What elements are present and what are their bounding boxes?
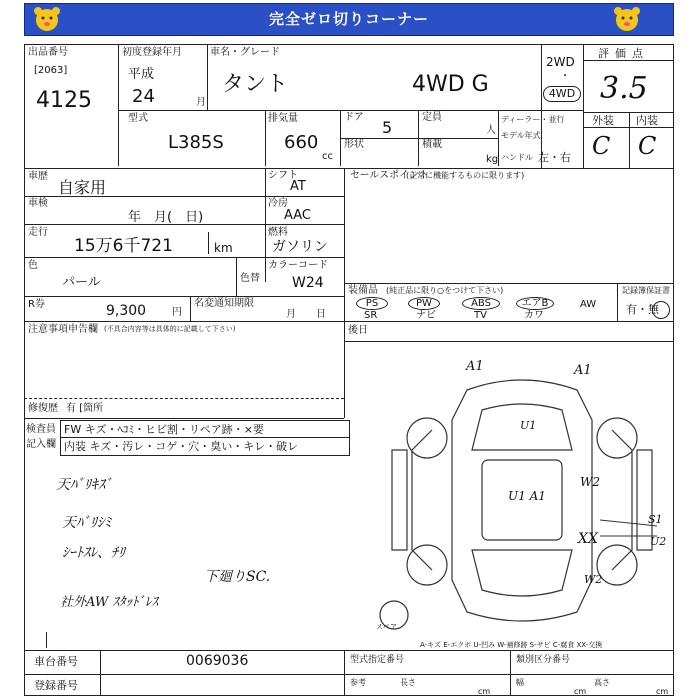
width-label: 幅	[516, 678, 524, 687]
lot-code: [2063]	[34, 65, 68, 76]
shape-label: 形状	[344, 139, 364, 150]
color-value: パール	[62, 275, 101, 290]
inspect-value: 年 月( 日)	[128, 210, 204, 225]
warranty-value: 有・無	[626, 303, 659, 316]
cap-label: 定員	[422, 112, 442, 123]
load-label: 積載	[422, 139, 442, 150]
rear-label: 後日	[348, 325, 368, 336]
int-score: C	[638, 132, 657, 160]
equip-pw: PW	[408, 297, 440, 310]
drive-2wd: 2WD	[546, 55, 575, 69]
ref-label: 参考	[350, 678, 366, 687]
width-unit: cm	[574, 687, 587, 696]
use-value: 自家用	[58, 178, 107, 197]
equip-label: 装備品	[348, 285, 378, 296]
model-label: 型式	[128, 113, 148, 124]
equip-leather: カワ	[524, 310, 544, 321]
handle-label: ハンドル	[501, 153, 533, 162]
reg-month: 月	[196, 97, 206, 108]
recycle-label: R券	[28, 299, 45, 310]
deadline-label: 名変通知期限	[194, 298, 254, 309]
damage-legend: A-キズ E-エクボ U-凹み W-補修跡 S-サビ C-腐食 XX-交換	[420, 641, 603, 649]
header-banner	[24, 3, 674, 36]
equip-aw: AW	[580, 299, 597, 310]
notes-label: 注意事項申告欄	[28, 324, 98, 335]
lot-number: 4125	[36, 88, 92, 113]
mark-w2: W2	[580, 475, 600, 489]
equip-abs: ABS	[462, 297, 500, 310]
ac-value: AAC	[284, 208, 311, 223]
equip-airbag: エアB	[516, 297, 554, 310]
cap-unit: 人	[486, 125, 496, 136]
mileage-value: 15万6千721	[74, 236, 173, 256]
recycle-value: 9,300	[106, 303, 147, 319]
color-label: 色	[28, 260, 38, 271]
equip-ps: PS	[356, 297, 388, 310]
use-label: 車歴	[28, 171, 48, 182]
header-title: 完全ゼロ切りコーナー	[268, 10, 429, 28]
notes-sub: (不具合内容等は具体的に記載して下さい)	[104, 325, 236, 333]
mark-s1: S1	[648, 513, 663, 526]
mileage-unit: km	[214, 241, 233, 255]
height-unit: cm	[656, 687, 669, 696]
equip-sub: (純正品に限り○をつけて下さい)	[386, 286, 504, 295]
spare-label: スペア	[376, 623, 397, 631]
reg-year: 24	[132, 86, 155, 107]
dealer-label: ディーラー・並行	[501, 115, 565, 124]
memo-underbody: 下廻りSC.	[204, 569, 271, 585]
cat-label: 類別区分番号	[516, 655, 571, 665]
memo-line-4: 社外AW ｽﾀｯﾄﾞﾚｽ	[60, 595, 158, 610]
ext-label: 外装	[592, 114, 614, 127]
car-grade: 4WD G	[412, 72, 489, 97]
repair-label: 修復歴	[28, 403, 58, 414]
disp-label: 排気量	[268, 113, 298, 124]
mark-u2: U2	[650, 535, 667, 548]
mark-u1: U1	[520, 419, 537, 432]
lot-label: 出品番号	[28, 47, 68, 58]
disp-value: 660	[284, 132, 319, 153]
ext-score: C	[592, 132, 611, 160]
equip-navi: ナビ	[416, 310, 436, 321]
model-year-label: モデル年式	[501, 131, 541, 140]
memo-line-1: 天ﾊﾞﾘｷｽﾞ	[56, 477, 112, 493]
sales-label: セールスポイント	[350, 170, 430, 181]
color-code-label: カラーコード	[268, 260, 328, 271]
sales-sub: (正常に機能するものに限ります)	[406, 171, 525, 180]
equip-sr: SR	[364, 310, 378, 321]
chassis-label: 車台番号	[34, 655, 78, 668]
doors-label: ドア	[344, 112, 364, 123]
regno-label: 登録番号	[34, 679, 78, 692]
checker-label1: 検査員	[26, 424, 56, 435]
checker-int: 内装 キズ・汚レ・コゲ・穴・臭い・キレ・破レ	[64, 440, 299, 453]
deadline-value: 月 日	[286, 309, 326, 320]
warranty-label: 記録簿保証書	[622, 286, 670, 295]
chassis-value: 0069036	[186, 653, 249, 669]
drive-4wd: 4WD	[543, 86, 581, 102]
load-unit: kg	[486, 154, 499, 165]
spec-label: 型式指定番号	[350, 655, 405, 665]
ac-label: 冷房	[268, 198, 288, 209]
reg-label: 初度登録年月	[122, 47, 182, 58]
disp-unit: cc	[322, 151, 333, 162]
score-label: 評価点	[598, 47, 649, 60]
model-value: L385S	[168, 132, 224, 153]
color-code: W24	[292, 275, 324, 291]
handle-lr: 左・右	[538, 151, 571, 164]
color-change-label: 色替	[240, 273, 260, 284]
mark-a1-left: A1	[466, 359, 484, 374]
bear-mascot-icon	[610, 4, 644, 34]
score-value: 3.5	[600, 71, 648, 106]
checker-label2: 記入欄	[26, 439, 56, 450]
mark-a1-right: A1	[574, 363, 592, 378]
length-label: 長さ	[400, 678, 416, 687]
shift-value: AT	[290, 179, 306, 194]
memo-line-3: ｼｰﾄｽﾚ、ﾁﾘ	[62, 545, 125, 561]
doors-value: 5	[382, 118, 393, 137]
fuel-value: ガソリン	[272, 239, 328, 255]
memo-line-2: 天ﾊﾞﾘｼﾐ	[62, 515, 111, 531]
mark-xx: XX	[578, 531, 598, 547]
height-label: 高さ	[594, 678, 610, 687]
repair-value: 有 [箇所	[66, 403, 104, 414]
bear-mascot-icon	[30, 4, 64, 34]
length-unit: cm	[478, 687, 491, 696]
shift-label: シフト	[268, 170, 298, 181]
checker-fw: FW キズ・ﾍｺﾐ・ヒビ割・リペア跡・×要	[64, 423, 264, 436]
mark-u1-a1: U1 A1	[508, 489, 546, 503]
car-name: タント	[222, 72, 289, 97]
recycle-unit: 円	[172, 307, 182, 318]
inspect-label: 車検	[28, 198, 48, 209]
equip-tv: TV	[474, 310, 487, 321]
reg-era: 平成	[128, 67, 155, 82]
warranty-circle	[652, 301, 670, 319]
fuel-label: 燃料	[268, 227, 288, 238]
mileage-label: 走行	[28, 227, 48, 238]
drive-dot: ・	[560, 71, 570, 82]
int-label: 内装	[636, 114, 658, 127]
name-label: 車名・グレード	[210, 47, 280, 58]
mark-w2-rear: W2	[584, 573, 603, 586]
